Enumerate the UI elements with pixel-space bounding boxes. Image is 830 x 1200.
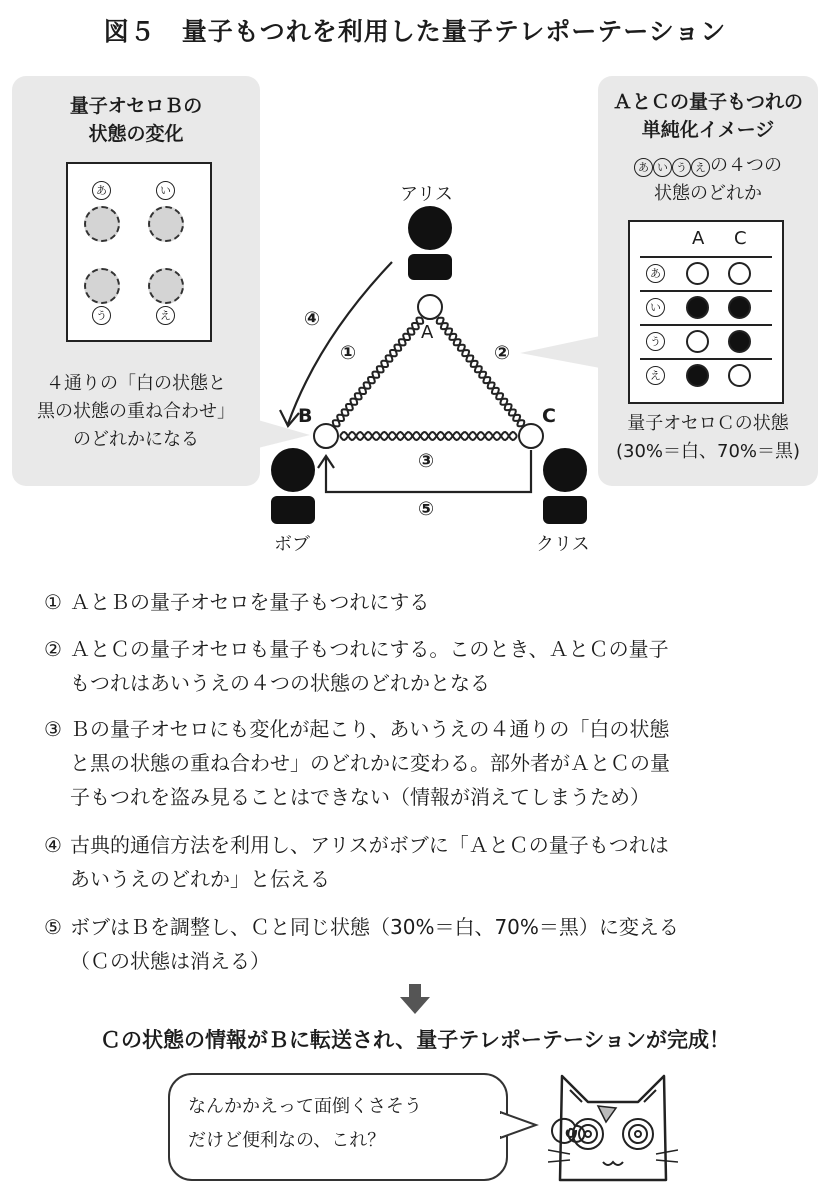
- node-c: [519, 424, 543, 448]
- bob-figure: [271, 448, 315, 524]
- mark-3: ③: [418, 450, 435, 472]
- right-note-line1: 量子オセロＣの状態: [627, 413, 789, 434]
- node-b-label: B: [298, 405, 313, 427]
- down-arrow-icon: [398, 982, 432, 1016]
- b-label-u: う: [92, 306, 111, 325]
- sub-mark-u: う: [672, 158, 691, 177]
- step-line: ボブはＢを調整し、Ｃと同じ状態（30%＝白、70%＝黒）に変える: [70, 915, 679, 939]
- right-note-line2: (30%＝白、70%＝黒): [615, 441, 801, 462]
- node-a: [418, 295, 442, 319]
- figure-title: 図５ 量子もつれを利用した量子テレポーテーション: [103, 17, 727, 46]
- step-line: と黒の状態の重ね合わせ」のどれかに変わる。部外者がＡとＣの量: [70, 751, 670, 775]
- chris-label: クリス: [536, 534, 590, 555]
- step-line: 子もつれを盗み見ることはできない（情報が消えてしまうため）: [70, 785, 650, 809]
- cat-character-icon: [548, 1070, 678, 1195]
- mark-5: ⑤: [418, 498, 435, 520]
- row-label-u: う: [646, 332, 665, 351]
- alice-label: アリス: [400, 184, 453, 205]
- chain-strand: [333, 318, 423, 426]
- row-label-e: え: [646, 366, 665, 385]
- teleport-diagram: [0, 0, 830, 560]
- node-b: [314, 424, 338, 448]
- left-note-line1: ４通りの「白の状態と: [46, 373, 226, 394]
- right-panel-title-line2: 単純化イメージ: [641, 119, 775, 141]
- step-line: 古典的通信方法を利用し、アリスがボブに「ＡとＣの量子もつれは: [70, 833, 669, 857]
- b-label-a: あ: [92, 181, 111, 200]
- speech-line1: なんかかえって面倒くさそう: [188, 1096, 422, 1117]
- step-4: [44, 828, 784, 896]
- node-c-label: C: [542, 405, 556, 427]
- row-label-i: い: [646, 298, 665, 317]
- left-panel-title-line2: 状態の変化: [88, 123, 184, 145]
- right-panel-title-line1: ＡとＣの量子もつれの: [612, 91, 803, 113]
- step-line: あいうえのどれか」と伝える: [70, 867, 330, 891]
- step-line: もつれはあいうえの４つの状態のどれかとなる: [70, 671, 490, 695]
- step-5: [44, 910, 784, 978]
- sub-mark-i: い: [653, 158, 672, 177]
- speech-bubble-tail: [500, 1108, 540, 1142]
- b-label-e: え: [156, 306, 175, 325]
- col-header-c: C: [734, 228, 747, 249]
- right-panel-pointer: [520, 336, 600, 368]
- mark-4: ④: [304, 308, 321, 330]
- step-line: （Ｃの状態は消える）: [70, 949, 270, 973]
- speech-line2: だけど便利なの、これ？: [188, 1130, 386, 1151]
- conclusion-text: Ｃの状態の情報がＢに転送され、量子テレポーテーションが完成！: [100, 1028, 730, 1052]
- mark-1: ①: [340, 342, 357, 364]
- step-line: Ｂの量子オセロにも変化が起こり、あいうえの４通りの「白の状態: [70, 717, 670, 741]
- step-number: ②: [44, 637, 62, 661]
- chain-strand: [438, 318, 523, 427]
- step-number: ④: [44, 833, 62, 857]
- step-number: ③: [44, 717, 62, 741]
- step-number: ⑤: [44, 915, 62, 939]
- step-1: [44, 585, 784, 619]
- col-header-a: A: [692, 228, 705, 249]
- sub-mark-a: あ: [634, 158, 653, 177]
- node-a-label: A: [421, 322, 434, 343]
- alice-figure: [408, 206, 452, 280]
- mark-2: ②: [494, 342, 511, 364]
- right-sub-line1-tail: の４つの: [710, 155, 782, 176]
- bob-label: ボブ: [274, 534, 310, 555]
- chris-figure: [543, 448, 587, 524]
- right-sub-line2: 状態のどれか: [654, 183, 762, 204]
- sub-mark-e: え: [691, 158, 710, 177]
- chain-bc: [340, 432, 517, 440]
- left-note-line3: のどれかになる: [73, 429, 199, 450]
- step-line: ＡとＢの量子オセロを量子もつれにする: [70, 590, 430, 614]
- b-label-i: い: [156, 181, 175, 200]
- chain-ab: [333, 318, 423, 427]
- left-note-line2: 黒の状態の重ね合わせ」: [37, 401, 235, 422]
- step-number: ①: [44, 590, 62, 614]
- step-3: [44, 712, 784, 814]
- chain-ac: [437, 318, 525, 427]
- left-panel-title-line1: 量子オセロＢの: [69, 95, 203, 117]
- row-label-a: あ: [646, 264, 665, 283]
- speech-text: [188, 1090, 498, 1158]
- step-line: ＡとＣの量子オセロも量子もつれにする。このとき、ＡとＣの量子: [70, 637, 669, 661]
- step-2: [44, 632, 784, 700]
